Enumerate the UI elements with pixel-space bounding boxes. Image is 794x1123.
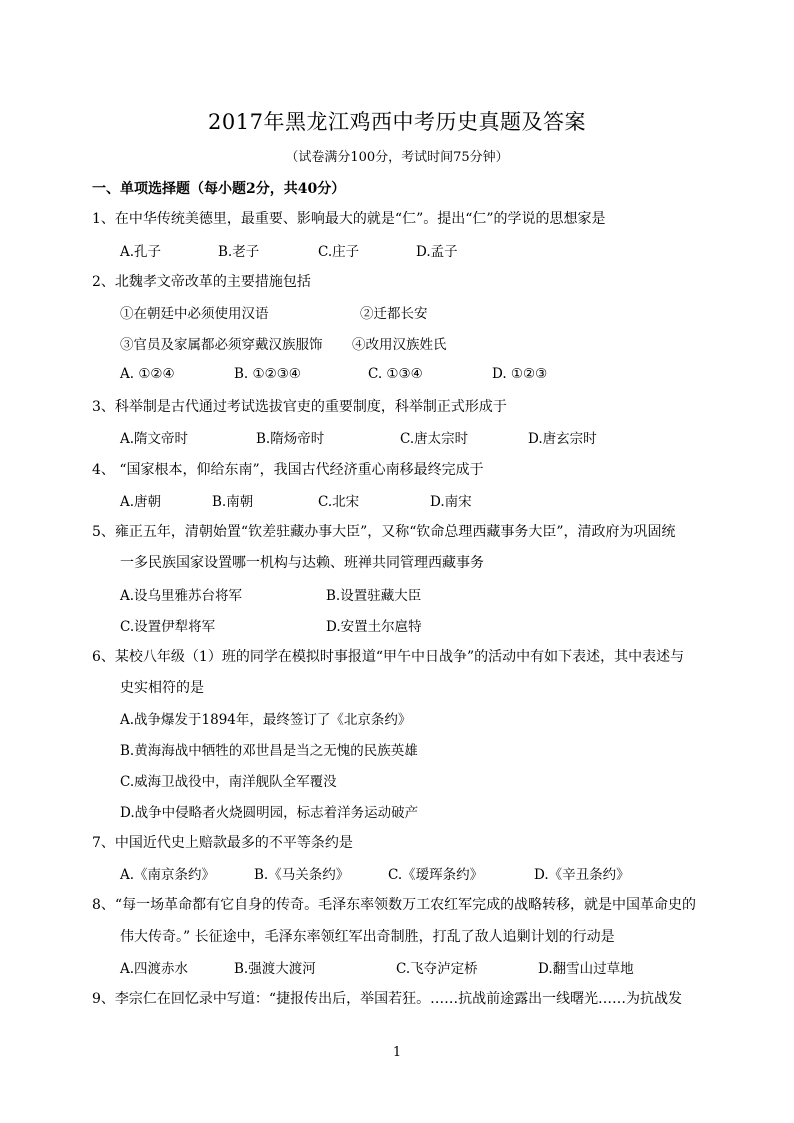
q4-option-d: D.南宋: [430, 494, 472, 510]
question-4-stem: 4、 “国家根本，仰给东南”，我国古代经济重心南移最终完成于: [92, 462, 484, 478]
q3-option-b: B.隋炀帝时: [256, 431, 325, 447]
q6-option-b: B.黄海海战中牺牲的邓世昌是当之无愧的民族英雄: [120, 743, 418, 759]
question-9-stem: 9、李宗仁在回忆录中写道：“捷报传出后，举国若狂。……抗战前途露出一线曙光……为抗战发: [92, 991, 683, 1007]
q2-option-a: A. ①②④: [120, 366, 175, 382]
q4-option-c: C.北宋: [318, 494, 360, 510]
q4-option-b: B.南朝: [212, 494, 254, 510]
q8-option-d: D.翻雪山过草地: [538, 961, 634, 977]
q6-option-c: C.威海卫战役中，南洋舰队全军覆没: [120, 774, 337, 790]
q2-option-b: B. ①②③④: [234, 366, 301, 382]
page-number: 1: [392, 1045, 402, 1060]
q7-option-b: B.《马关条约》: [254, 867, 350, 883]
q5-option-b: B.设置驻藏大臣: [326, 588, 422, 604]
q2-option-d: D. ①②③: [492, 366, 548, 382]
question-5-stem-line-2: 一多民族国家设置哪一机构与达赖、班禅共同管理西藏事务: [120, 555, 484, 571]
q2-item-3: ③官员及家属都必须穿戴汉族服饰: [120, 337, 323, 353]
question-8-stem-line-2: 伟大传奇。” 长征途中，毛泽东率领红军出奇制胜，打乱了敌人追剿计划的行动是: [120, 929, 615, 945]
q3-option-a: A.隋文帝时: [120, 431, 189, 447]
q3-option-d: D.唐玄宗时: [528, 431, 597, 447]
page-subtitle: （试卷满分100分，考试时间75分钟）: [285, 150, 509, 165]
q2-item-1: ①在朝廷中必须使用汉语: [120, 306, 269, 322]
q3-option-c: C.唐太宗时: [400, 431, 469, 447]
q1-option-b: B.老子: [218, 244, 260, 260]
q2-item-4: ④改用汉族姓氏: [352, 337, 447, 353]
q7-option-d: D.《辛丑条约》: [534, 867, 630, 883]
q2-option-c: C. ①③④: [368, 366, 423, 382]
q6-option-d: D.战争中侵略者火烧圆明园，标志着洋务运动破产: [120, 805, 419, 821]
q8-option-c: C.飞夺泸定桥: [396, 961, 478, 977]
question-8-stem-line-1: 8、“每一场革命都有它自身的传奇。毛泽东率领数万工农红军完成的战略转移，就是中国革命史的: [92, 897, 697, 913]
q5-option-d: D.安置土尔扈特: [326, 619, 422, 635]
question-5-stem-line-1: 5、雍正五年，清朝始置“钦差驻藏办事大臣”，又称“钦命总理西藏事务大臣”，清政府为巩固统: [92, 524, 676, 540]
question-7-stem: 7、中国近代史上赔款最多的不平等条约是: [92, 835, 353, 851]
question-2-stem: 2、北魏孝文帝改革的主要措施包括: [92, 274, 311, 290]
q2-item-2: ②迁都长安: [360, 306, 428, 322]
q1-option-c: C.庄子: [318, 244, 360, 260]
q8-option-b: B.强渡大渡河: [234, 961, 316, 977]
q1-option-a: A.孔子: [120, 244, 162, 260]
q5-option-c: C.设置伊犁将军: [120, 619, 216, 635]
page-title: 2017年黑龙江鸡西中考历史真题及答案: [208, 110, 586, 134]
q7-option-a: A.《南京条约》: [120, 867, 216, 883]
q4-option-a: A.唐朝: [120, 494, 162, 510]
question-1-stem: 1、在中华传统美德里，最重要、影响最大的就是“仁”。提出“仁”的学说的思想家是: [92, 211, 606, 227]
q5-option-a: A.设乌里雅苏台将军: [120, 588, 243, 604]
question-6-stem-line-2: 史实相符的是: [120, 680, 204, 696]
q1-option-d: D.孟子: [416, 244, 458, 260]
question-3-stem: 3、科举制是古代通过考试选拔官吏的重要制度，科举制正式形成于: [92, 399, 507, 415]
question-6-stem-line-1: 6、某校八年级（1）班的同学在模拟时事报道“甲午中日战争”的活动中有如下表述，其中表述与: [92, 649, 685, 665]
section-heading: 一、单项选择题（每小题2分，共40分）: [92, 181, 346, 197]
q6-option-a: A.战争爆发于1894年，最终签订了《北京条约》: [120, 712, 412, 728]
q8-option-a: A.四渡赤水: [120, 961, 189, 977]
q7-option-c: C.《瑷珲条约》: [388, 867, 484, 883]
